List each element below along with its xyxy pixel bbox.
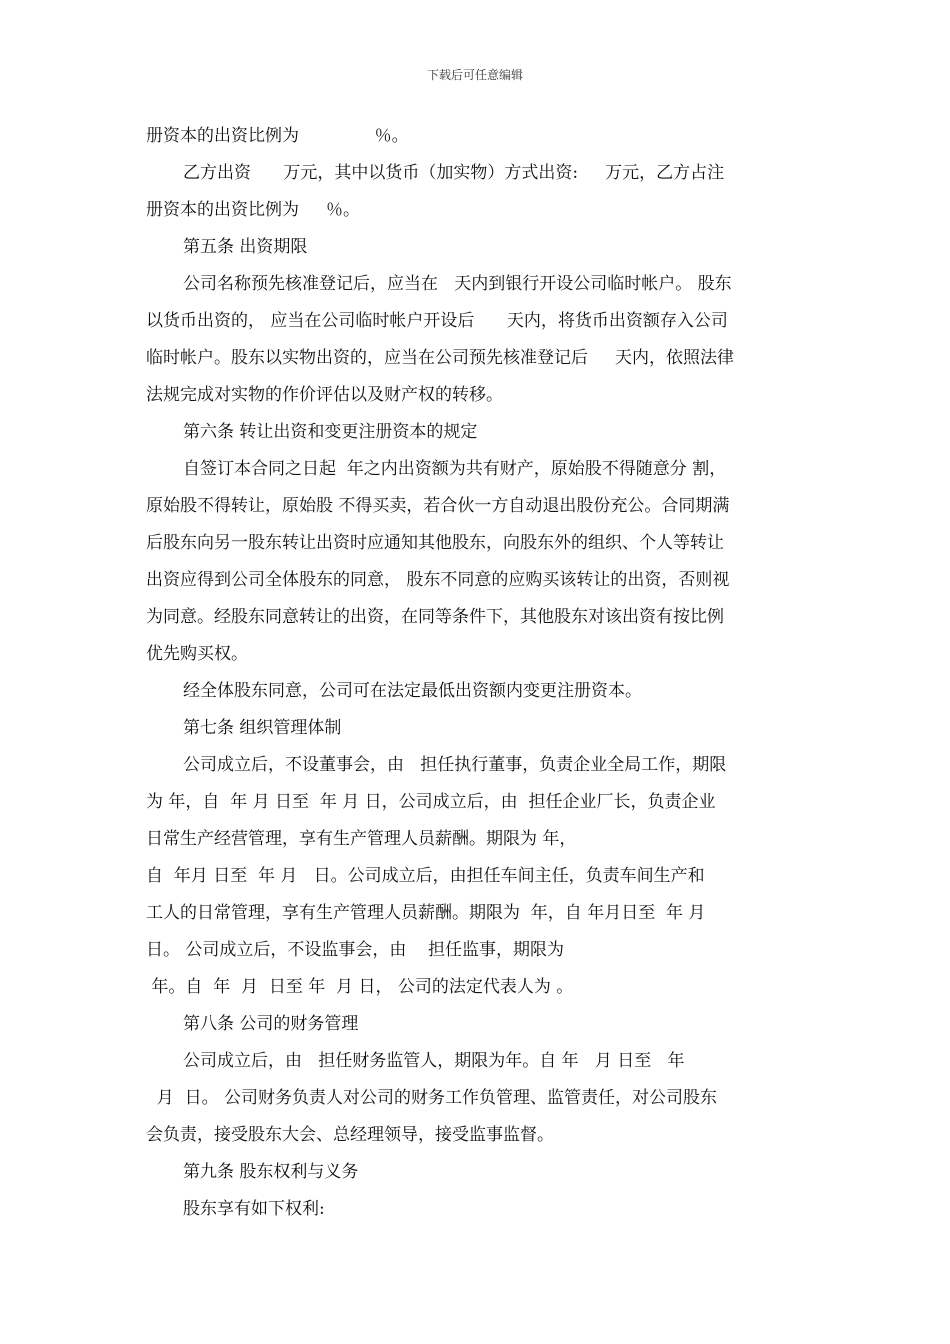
document-line: 自签订本合同之日起 年之内出资额为共有财产，原始股不得随意分 割， (183, 459, 727, 479)
document-line: 法规完成对实物的作价评估以及财产权的转移。 (146, 385, 503, 405)
document-line: 第五条 出资期限 (183, 237, 308, 257)
document-line: 公司名称预先核准登记后，应当在 天内到银行开设公司临时帐户。 股东 (183, 274, 732, 294)
document-line: 优先购买权。 (146, 644, 248, 664)
document-line: 年。自 年 月 日至 年 月 日， 公司的法定代表人为 。 (146, 977, 574, 997)
document-line: 月 日。 公司财务负责人对公司的财务工作负管理、监管责任，对公司股东 (146, 1088, 718, 1108)
document-body (146, 118, 808, 1228)
document-line: 第八条 公司的财务管理 (183, 1014, 359, 1034)
document-line: 为 年，自 年 月 日至 年 月 日，公司成立后，由 担任企业厂长，负责企业 (146, 792, 716, 812)
document-line: 自 年月 日至 年 月 日。公司成立后，由担任车间主任，负责车间生产和 (146, 866, 705, 886)
document-line: 以货币出资的， 应当在公司临时帐户开设后 天内，将货币出资额存入公司 (146, 311, 728, 331)
document-line: 股东享有如下权利: (183, 1199, 325, 1219)
document-line: 原始股不得转让，原始股 不得买卖，若合伙一方自动退出股份充公。合同期满 (146, 496, 730, 516)
document-line: 册资本的出资比例为 ％。 (146, 200, 361, 220)
document-line: 日常生产经营管理，享有生产管理人员薪酬。期限为 年， (146, 829, 577, 849)
document-line: 临时帐户。股东以实物出资的，应当在公司预先核准登记后 天内，依照法律 (146, 348, 735, 368)
page-header: 下载后可任意编辑 (426, 68, 523, 82)
document-line: 册资本的出资比例为 ％。 (146, 126, 409, 146)
document-line: 出资应得到公司全体股东的同意， 股东不同意的应购买该转让的出资，否则视 (146, 570, 730, 590)
document-line: 第七条 组织管理体制 (183, 718, 342, 738)
document-line: 会负责，接受股东大会、总经理领导，接受监事监督。 (146, 1125, 554, 1145)
document-line: 为同意。经股东同意转让的出资，在同等条件下，其他股东对该出资有按比例 (146, 607, 724, 627)
document-line: 公司成立后，不设董事会，由 担任执行董事，负责企业全局工作，期限 (183, 755, 727, 775)
document-line: 第六条 转让出资和变更注册资本的规定 (183, 422, 478, 442)
document-line: 乙方出资 万元，其中以货币（加实物）方式出资: 万元，乙方占注 (183, 163, 725, 183)
document-line: 后股东向另一股东转让出资时应通知其他股东，向股东外的组织、个人等转让 (146, 533, 724, 553)
document-line: 经全体股东同意，公司可在法定最低出资额内变更注册资本。 (183, 681, 642, 701)
document-line: 第九条 股东权利与义务 (183, 1162, 359, 1182)
document-line: 工人的日常管理，享有生产管理人员薪酬。期限为 年，自 年月日至 年 月 (146, 903, 706, 923)
document-line: 公司成立后，由 担任财务监管人，期限为年。自 年 月 日至 年 (183, 1051, 685, 1071)
document-line: 日。 公司成立后，不设监事会，由 担任监事，期限为 (146, 940, 565, 960)
